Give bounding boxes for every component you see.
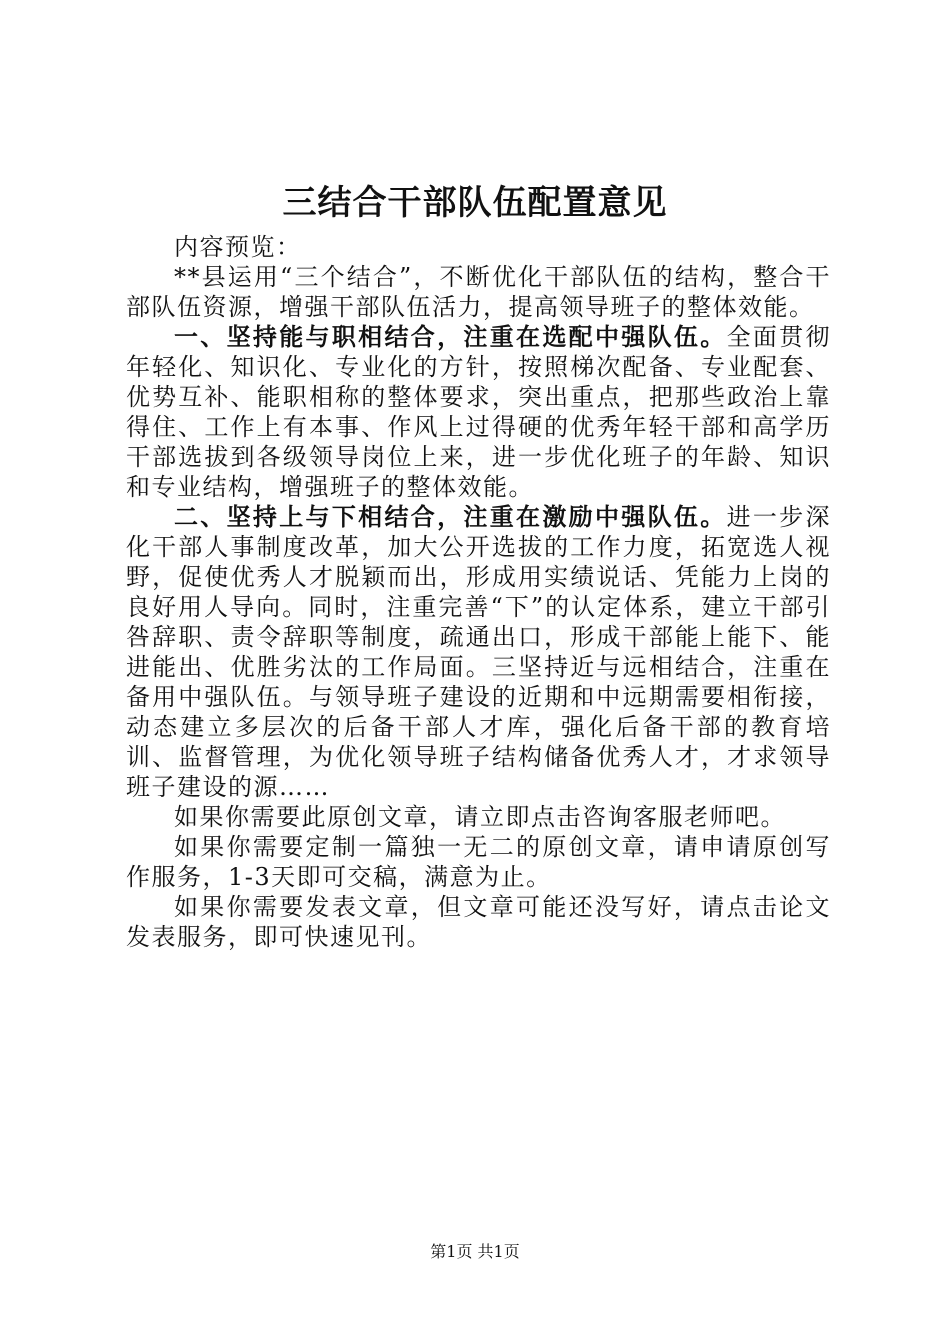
note-consult-link[interactable]: 如果你需要此原创文章，请立即点击咨询客服老师吧。 <box>174 803 786 831</box>
preview-label: 内容预览： <box>174 233 302 261</box>
section-1-paragraph <box>126 322 831 502</box>
section-2-paragraph <box>126 502 831 802</box>
section-2-heading: 二、坚持上与下相结合，注重在激励中强队伍。 <box>174 502 727 531</box>
note-publish-link[interactable]: 如果你需要发表文章，但文章可能还没写好，请点击论文发表服务，即可快速见刊。 <box>126 893 831 951</box>
page-footer: 第1页 共1页 <box>430 1242 520 1261</box>
section-1-text: 全面贯彻年轻化、知识化、专业化的方针，按照梯次配备、专业配套、优势互补、能职相称的整体要求，突出重点，把那些政治上靠得住、工作上有本事、作风上过得硬的优秀年轻干部和高学历干部选拔到各级领导岗位上来，进一步优化班子的年龄、知识和专业结构，增强班子的整体效能。 <box>126 323 831 501</box>
intro-paragraph: **县运用“三个结合”，不断优化干部队伍的结构，整合干部队伍资源，增强干部队伍活力，提高领导班子的整体效能。 <box>126 263 831 321</box>
section-1-heading: 一、坚持能与职相结合，注重在选配中强队伍。 <box>174 322 727 351</box>
section-2-text: 进一步深化干部人事制度改革，加大公开选拔的工作力度，拓宽选人视野，促使优秀人才脱颖而出，形成用实绩说话、凭能力上岗的良好用人导向。同时，注重完善“下”的认定体系，建立干部引咎辞职、责令辞职等制度，疏通出口，形成干部能上能下、能进能出、优胜劣汰的工作局面。三坚持近与远相结合，注重在备用中强队伍。与领导班子建设的近期和中远期需要相衔接，动态建立多层次的后备干部人才库，强化后备干部的教育培训、监督管理，为优化领导班子结构储备优秀人才，才求领导班子建设的源…… <box>126 503 831 801</box>
document-body <box>126 232 831 952</box>
note-custom-writing-link[interactable]: 如果你需要定制一篇独一无二的原创文章，请申请原创写作服务，1-3天即可交稿，满意为止。 <box>126 833 831 891</box>
document-title: 三结合干部队伍配置意见 <box>282 183 668 223</box>
